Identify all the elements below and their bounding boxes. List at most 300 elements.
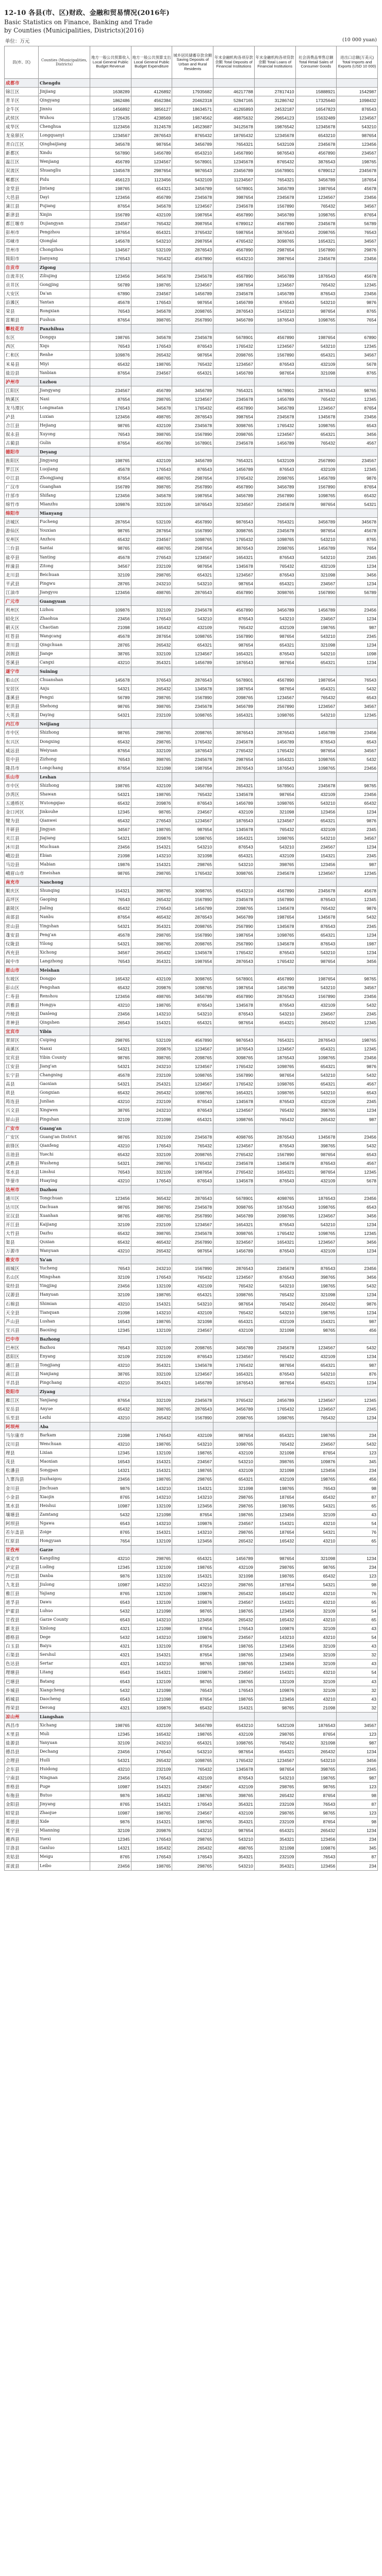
table-cell: 34567: [90, 825, 131, 834]
table-cell: 145678: [90, 236, 131, 245]
column-header: Counties (Municipalities, Districts): [39, 46, 90, 79]
table-cell: 176543: [213, 1686, 255, 1694]
table-cell: 1098765: [172, 535, 213, 544]
table-cell: 654321: [213, 1475, 255, 1484]
table-cell: 87654: [90, 368, 131, 377]
table-cell: 23456: [337, 1054, 378, 1062]
table-row: [5, 1475, 378, 1484]
county-name-cn: 安州区: [5, 535, 39, 544]
table-row: [5, 1686, 378, 1694]
table-cell: 1876543: [172, 500, 213, 509]
table-row: [5, 1352, 378, 1361]
table-cell: 987654: [337, 131, 378, 140]
county-name-cn: 兴文县: [5, 1106, 39, 1115]
table-cell: 654321: [213, 852, 255, 860]
table-cell: 209876: [131, 834, 172, 843]
table-cell: 354321: [131, 1361, 172, 1369]
table-cell: 143210: [254, 1633, 295, 1642]
table-row: [5, 816, 378, 825]
table-row: [5, 1826, 378, 1835]
table-cell: 5432: [337, 685, 378, 693]
table-cell: 32109: [90, 1273, 131, 1282]
table-cell: 87654: [172, 1510, 213, 1519]
table-cell: 2345678: [172, 1396, 213, 1405]
table-cell: 34125678: [213, 123, 255, 131]
county-name-cn: 名山区: [5, 1273, 39, 1282]
table-cell: 132109: [131, 1563, 172, 1571]
table-cell: 1234: [337, 641, 378, 650]
table-cell: 3456: [337, 570, 378, 579]
table-cell: 265432: [295, 1019, 337, 1027]
table-cell: 3876543: [213, 544, 255, 553]
table-cell: 298765: [213, 1528, 255, 1536]
table-cell: [172, 1027, 213, 1036]
table-cell: 265432: [213, 1616, 255, 1624]
table-cell: 2098765: [172, 1343, 213, 1352]
table-cell: 543210: [295, 342, 337, 351]
county-name-cn: 昭化区: [5, 614, 39, 623]
table-cell: [213, 772, 255, 781]
table-cell: 1765432: [213, 1361, 255, 1369]
table-cell: 87654: [90, 395, 131, 403]
table-cell: 98765: [90, 527, 131, 535]
county-name-en: Ganluo: [39, 1844, 90, 1853]
table-cell: 498765: [131, 412, 172, 421]
table-row: [5, 1738, 378, 1747]
table-cell: 87654: [172, 1651, 213, 1659]
table-cell: 9876543: [172, 166, 213, 175]
table-cell: 7654321: [254, 175, 295, 184]
county-name-cn: 巴中市: [5, 1334, 39, 1343]
county-name-cn: 宜宾县: [5, 1054, 39, 1062]
county-name-cn: 黑水县: [5, 1501, 39, 1510]
table-cell: [254, 1027, 295, 1036]
table-cell: 298765: [254, 1563, 295, 1571]
table-row: [5, 1694, 378, 1703]
table-cell: [254, 1256, 295, 1264]
county-name-cn: 宜宾市: [5, 1027, 39, 1036]
table-cell: 4321: [90, 1659, 131, 1668]
table-cell: 234567: [295, 843, 337, 852]
table-cell: 345: [337, 1844, 378, 1853]
table-cell: [254, 772, 295, 781]
table-cell: 176543: [131, 1273, 172, 1282]
table-cell: 1456789: [254, 438, 295, 447]
county-name-en: Luxian: [39, 412, 90, 421]
table-cell: 432109: [213, 1449, 255, 1458]
table-row: [5, 1167, 378, 1176]
county-name-cn: 色达县: [5, 1659, 39, 1668]
table-cell: 98765: [90, 728, 131, 737]
table-cell: [90, 377, 131, 386]
table-cell: 87654: [295, 1791, 337, 1800]
table-cell: 432109: [172, 1431, 213, 1440]
county-name-en: Dayi: [39, 193, 90, 201]
table-row: [5, 623, 378, 632]
table-cell: 19876542: [254, 123, 295, 131]
table-cell: 28765: [90, 641, 131, 650]
column-header: 年末金融机构各项贷款余额 Total Loans of Financial Institutions: [254, 46, 295, 79]
table-row: [5, 790, 378, 799]
table-cell: 1234: [337, 1291, 378, 1299]
table-cell: 198765: [213, 1694, 255, 1703]
table-cell: 432109: [254, 852, 295, 860]
county-name-en: Gulin: [39, 438, 90, 447]
table-cell: 4321: [90, 1642, 131, 1651]
county-name-en: Shunqing: [39, 887, 90, 895]
table-cell: 4238569: [131, 114, 172, 123]
table-cell: 276543: [131, 816, 172, 825]
county-name-cn: 金川县: [5, 1484, 39, 1493]
table-cell: 34567: [337, 834, 378, 843]
table-cell: 65432: [337, 492, 378, 500]
table-cell: 1765432: [213, 342, 255, 351]
table-cell: 198765: [295, 1475, 337, 1484]
table-row: [5, 535, 378, 544]
table-cell: 26543: [90, 1019, 131, 1027]
table-cell: 154321: [131, 1818, 172, 1826]
table-cell: 543210: [172, 614, 213, 623]
table-row: [5, 1721, 378, 1730]
table-cell: 1098765: [295, 1054, 337, 1062]
table-cell: 1654321: [254, 1238, 295, 1247]
table-cell: [172, 597, 213, 605]
table-cell: 1234567: [213, 570, 255, 579]
table-cell: 154321: [213, 1703, 255, 1712]
table-cell: [90, 1027, 131, 1036]
table-cell: 1098765: [254, 535, 295, 544]
county-name-cn: 武胜县: [5, 1159, 39, 1167]
table-cell: 16547823: [295, 105, 337, 114]
table-cell: 15632489: [295, 114, 337, 123]
table-cell: 34567: [90, 562, 131, 570]
county-name-en: Litang: [39, 1668, 90, 1677]
table-cell: 1456789: [213, 799, 255, 807]
table-cell: 1098765: [254, 711, 295, 720]
table-cell: 32: [337, 1686, 378, 1694]
county-name-en: Dongxing: [39, 737, 90, 746]
county-name-cn: 旺苍县: [5, 632, 39, 640]
table-cell: 432109: [131, 456, 172, 465]
table-cell: 265432: [131, 685, 172, 693]
table-cell: 876543: [254, 1247, 295, 1256]
county-name-cn: 金牛区: [5, 105, 39, 114]
county-name-en: Lizhou: [39, 605, 90, 614]
table-cell: 7654: [337, 544, 378, 553]
table-cell: 198765: [213, 1677, 255, 1686]
table-cell: 765432: [254, 1115, 295, 1124]
table-cell: 765432: [254, 1299, 295, 1308]
table-row: [5, 1308, 378, 1317]
county-name-cn: 青川县: [5, 641, 39, 650]
county-name-en: Jinyang: [39, 1800, 90, 1809]
county-name-en: Jintang: [39, 184, 90, 193]
column-header: 地方一般公共预算支出 Local General Public Budget Expenditure: [131, 46, 172, 79]
county-name-cn: 内江市: [5, 720, 39, 728]
table-cell: 1234567: [172, 395, 213, 403]
county-name-cn: 宁南县: [5, 1774, 39, 1783]
table-cell: 543210: [295, 711, 337, 720]
county-name-cn: 朝天区: [5, 623, 39, 632]
table-cell: 54321: [90, 922, 131, 930]
table-cell: 154321: [172, 1571, 213, 1580]
table-cell: 9876543: [213, 1036, 255, 1045]
table-cell: 1234567: [295, 403, 337, 412]
table-cell: [337, 79, 378, 88]
county-name-cn: 涪城区: [5, 518, 39, 527]
county-name-cn: 雁江区: [5, 1396, 39, 1405]
county-name-cn: 大邑县: [5, 193, 39, 201]
county-name-cn: 昭觉县: [5, 1809, 39, 1818]
county-name-cn: 新龙县: [5, 1624, 39, 1633]
table-cell: 332109: [131, 500, 172, 509]
table-cell: 43210: [295, 1519, 337, 1528]
table-cell: 2345678: [295, 140, 337, 149]
table-cell: [295, 377, 337, 386]
table-cell: 1098765: [295, 492, 337, 500]
county-name-cn: 布拖县: [5, 1791, 39, 1800]
table-cell: 32109: [90, 1352, 131, 1361]
table-cell: 2345678: [295, 254, 337, 263]
table-cell: 1234: [337, 1826, 378, 1835]
table-cell: 1876543: [254, 1054, 295, 1062]
table-row: [5, 307, 378, 316]
table-cell: 432109: [172, 1774, 213, 1783]
table-row: [5, 1607, 378, 1616]
county-name-en: Beichuan: [39, 570, 90, 579]
table-row: [5, 1045, 378, 1054]
table-cell: 3456789: [172, 1721, 213, 1730]
table-cell: 8765: [90, 1528, 131, 1536]
table-cell: 2567890: [213, 939, 255, 948]
table-row: [5, 658, 378, 667]
table-cell: 265432: [131, 895, 172, 904]
table-cell: 154321: [131, 1528, 172, 1536]
table-cell: 1098765: [254, 1089, 295, 1097]
county-name-cn: 罗江区: [5, 465, 39, 474]
table-cell: 176543: [213, 1624, 255, 1633]
county-name-cn: 东兴区: [5, 737, 39, 746]
table-cell: [213, 325, 255, 333]
column-header: 地方一般公共预算收入 Local General Public Budget Revenue: [90, 46, 131, 79]
county-name-cn: 安岳县: [5, 1405, 39, 1414]
table-cell: 45678: [90, 632, 131, 640]
table-cell: 543210: [295, 1756, 337, 1765]
table-cell: 87654: [90, 1396, 131, 1405]
table-cell: 1654321: [213, 553, 255, 562]
table-cell: 109876: [131, 1703, 172, 1712]
table-cell: 2876543: [213, 1264, 255, 1273]
county-name-en: Ziyang: [39, 1387, 90, 1396]
table-cell: [90, 1422, 131, 1431]
table-row: [5, 228, 378, 236]
county-name-cn: 温江区: [5, 158, 39, 166]
table-cell: 123: [337, 1730, 378, 1738]
table-cell: 87654: [90, 316, 131, 325]
county-name-cn: 若尔盖县: [5, 1528, 39, 1536]
table-cell: [337, 1545, 378, 1554]
table-cell: 1234567: [254, 342, 295, 351]
table-cell: 10987: [90, 1783, 131, 1791]
table-cell: 234567: [131, 368, 172, 377]
table-cell: 1654321: [213, 834, 255, 843]
table-cell: 543210: [295, 834, 337, 843]
table-cell: 54321: [295, 1581, 337, 1589]
county-name-cn: 自流井区: [5, 272, 39, 281]
table-row: [5, 1159, 378, 1167]
table-cell: [213, 1256, 255, 1264]
county-name-cn: 青白江区: [5, 140, 39, 149]
county-name-cn: 什邡市: [5, 492, 39, 500]
table-cell: 2876543: [172, 1194, 213, 1202]
table-cell: 432109: [131, 781, 172, 790]
table-cell: 398765: [131, 483, 172, 492]
table-cell: 1098765: [295, 316, 337, 325]
table-cell: 432109: [213, 1809, 255, 1818]
table-cell: 43210: [295, 1668, 337, 1677]
table-cell: 987654: [254, 1378, 295, 1387]
table-cell: 1567890: [295, 588, 337, 597]
table-cell: 76543: [90, 957, 131, 965]
table-cell: 65: [337, 1501, 378, 1510]
table-cell: 432109: [295, 465, 337, 474]
table-cell: 98765: [90, 544, 131, 553]
table-cell: [172, 965, 213, 974]
table-cell: 234567: [213, 1633, 255, 1642]
table-cell: 98: [337, 1791, 378, 1800]
table-cell: 3456789: [213, 702, 255, 711]
table-cell: 1654321: [254, 755, 295, 764]
table-cell: 1567890: [213, 632, 255, 640]
table-cell: 4567890: [254, 676, 295, 685]
table-cell: 65: [337, 1598, 378, 1607]
county-name-en: Xichang: [39, 1721, 90, 1730]
table-cell: 3098765: [213, 421, 255, 430]
table-cell: 198765: [254, 1501, 295, 1510]
table-cell: 532109: [131, 1036, 172, 1045]
county-name-cn: 乐至县: [5, 1414, 39, 1422]
table-cell: 321098: [213, 1484, 255, 1493]
table-cell: [213, 667, 255, 676]
county-name-cn: 岳池县: [5, 1150, 39, 1159]
table-cell: 28765: [90, 579, 131, 588]
table-cell: 654321: [172, 1019, 213, 1027]
table-cell: 2345678: [254, 412, 295, 421]
table-cell: [131, 325, 172, 333]
table-cell: 232109: [131, 1097, 172, 1106]
county-name-cn: 泸定县: [5, 1563, 39, 1571]
county-name-cn: 都江堰市: [5, 219, 39, 228]
table-cell: 12345: [337, 342, 378, 351]
table-row: [5, 236, 378, 245]
table-row: [5, 1080, 378, 1089]
county-name-cn: 甘孜县: [5, 1616, 39, 1624]
table-cell: 1987654: [295, 974, 337, 983]
data-table: [4, 46, 378, 1871]
table-cell: [295, 1545, 337, 1554]
table-cell: 1345678: [213, 562, 255, 570]
table-cell: 876543: [254, 553, 295, 562]
table-cell: 1098765: [213, 1115, 255, 1124]
table-cell: 154321: [254, 1519, 295, 1528]
table-cell: 1234: [337, 807, 378, 816]
table-cell: 98765: [90, 1132, 131, 1141]
table-cell: 43210: [295, 1536, 337, 1545]
county-name-en: Zoige: [39, 1528, 90, 1536]
table-cell: 198765: [213, 1659, 255, 1668]
table-cell: 176543: [131, 298, 172, 307]
table-cell: [131, 1387, 172, 1396]
table-row: [5, 1449, 378, 1458]
table-cell: 332109: [131, 746, 172, 755]
region-row: [5, 447, 378, 456]
table-cell: 1862486: [90, 96, 131, 105]
table-cell: 2345: [337, 852, 378, 860]
table-cell: [90, 667, 131, 676]
county-name-en: Langzhong: [39, 957, 90, 965]
table-cell: [295, 720, 337, 728]
table-cell: [337, 1124, 378, 1132]
table-cell: 1234567: [254, 816, 295, 825]
county-name-en: Jiulong: [39, 1581, 90, 1589]
table-cell: 1234567: [172, 650, 213, 658]
county-name-cn: 小金县: [5, 1493, 39, 1501]
table-cell: 4562384: [131, 96, 172, 105]
table-cell: [254, 447, 295, 456]
table-cell: [337, 325, 378, 333]
table-cell: 34567: [337, 236, 378, 245]
table-cell: 987: [337, 1115, 378, 1124]
table-cell: 2765432: [213, 1150, 255, 1159]
table-cell: 987654: [213, 1747, 255, 1756]
table-cell: 76543: [90, 1167, 131, 1176]
county-name-cn: 雅安市: [5, 1256, 39, 1264]
region-row: [5, 325, 378, 333]
table-cell: 234567: [90, 219, 131, 228]
table-cell: 23456: [90, 1747, 131, 1756]
table-row: [5, 474, 378, 483]
table-row: [5, 579, 378, 588]
table-cell: [172, 509, 213, 518]
table-cell: 3098765: [213, 1229, 255, 1238]
table-cell: 8765: [337, 307, 378, 316]
table-cell: 543210: [172, 1826, 213, 1835]
table-cell: 1234567: [295, 1212, 337, 1221]
table-cell: 234567: [295, 579, 337, 588]
county-name-cn: 简阳市: [5, 254, 39, 263]
table-cell: 12345: [337, 281, 378, 290]
county-name-en: Deyang: [39, 447, 90, 456]
table-cell: 176543: [131, 1431, 172, 1440]
table-cell: 543210: [172, 1299, 213, 1308]
table-cell: 7654321: [254, 1036, 295, 1045]
table-cell: 2345678: [213, 895, 255, 904]
table-cell: 198765: [295, 1431, 337, 1440]
table-cell: 398765: [131, 702, 172, 711]
table-cell: 54321: [90, 1045, 131, 1054]
table-cell: 2876543: [254, 728, 295, 737]
table-cell: 1987654: [295, 184, 337, 193]
table-cell: [131, 1027, 172, 1036]
table-cell: 298765: [254, 1809, 295, 1818]
table-cell: 209876: [131, 799, 172, 807]
table-cell: 1234: [337, 843, 378, 852]
county-name-en: Ngawa: [39, 1519, 90, 1528]
table-cell: [90, 447, 131, 456]
table-cell: 10987: [90, 1581, 131, 1589]
table-cell: 1654321: [213, 1089, 255, 1097]
table-cell: 332109: [131, 1396, 172, 1405]
